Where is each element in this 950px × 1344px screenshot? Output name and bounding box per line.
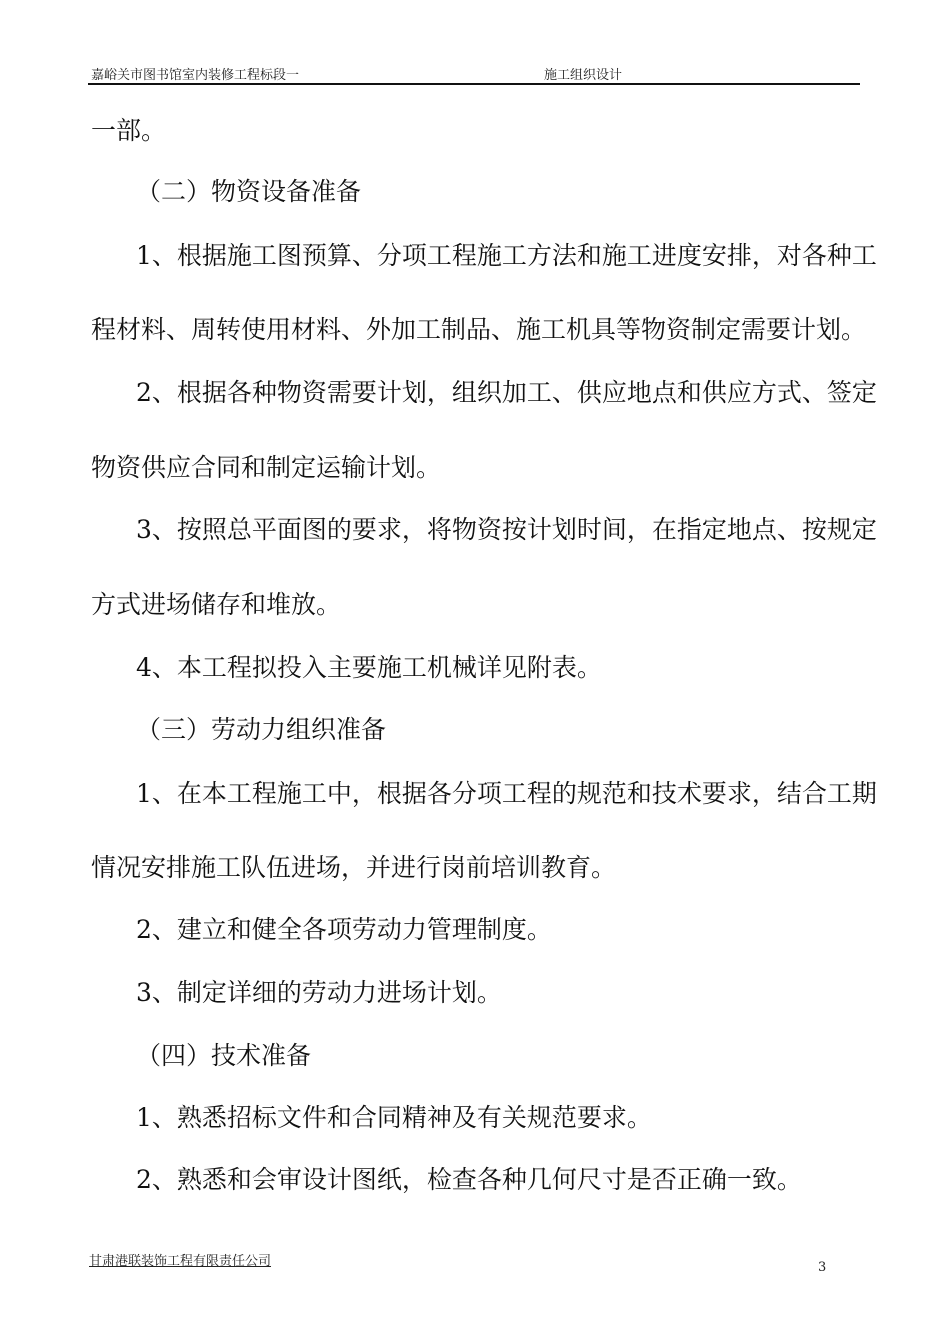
body-line: 物资供应合同和制定运输计划。 — [91, 453, 442, 482]
body-line: 1、根据施工图预算、分项工程施工方法和施工进度安排，对各种工 — [136, 241, 877, 270]
header-project-title: 嘉峪关市图书馆室内装修工程标段一 — [91, 68, 300, 83]
body-line: 2、根据各种物资需要计划，组织加工、供应地点和供应方式、签定 — [136, 378, 877, 407]
section-heading-technical: （四）技术准备 — [136, 1041, 312, 1070]
header-divider — [88, 83, 860, 85]
body-line: 情况安排施工队伍进场，并进行岗前培训教育。 — [91, 853, 617, 882]
header-document-title: 施工组织设计 — [544, 68, 623, 83]
body-line: 4、本工程拟投入主要施工机械详见附表。 — [136, 653, 602, 682]
body-line: 方式进场储存和堆放。 — [91, 590, 342, 619]
body-line: 1、在本工程施工中，根据各分项工程的规范和技术要求，结合工期 — [136, 779, 877, 808]
body-line-continuation: 一部。 — [91, 116, 167, 145]
section-heading-materials: （二）物资设备准备 — [136, 177, 362, 206]
body-line: 2、熟悉和会审设计图纸，检查各种几何尺寸是否正确一致。 — [136, 1165, 802, 1194]
body-line: 3、制定详细的劳动力进场计划。 — [136, 978, 502, 1007]
footer-company-name: 甘肃港联装饰工程有限责任公司 — [89, 1254, 272, 1269]
section-heading-labor: （三）劳动力组织准备 — [136, 715, 387, 744]
body-line: 程材料、周转使用材料、外加工制品、施工机具等物资制定需要计划。 — [91, 315, 867, 344]
body-line: 1、熟悉招标文件和合同精神及有关规范要求。 — [136, 1103, 652, 1132]
body-line: 3、按照总平面图的要求，将物资按计划时间，在指定地点、按规定 — [136, 515, 877, 544]
body-line: 2、建立和健全各项劳动力管理制度。 — [136, 915, 552, 944]
page-number: 3 — [818, 1260, 827, 1275]
